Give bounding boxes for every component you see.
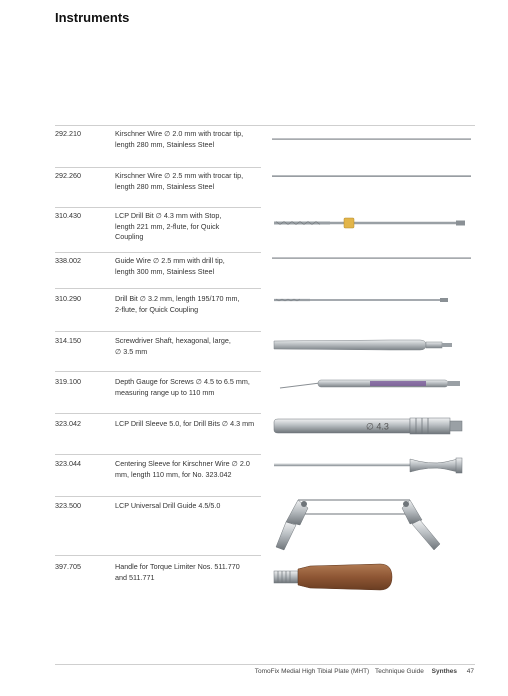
item-description: Drill Bit ∅ 3.2 mm, length 195/170 mm, 2-flute, for Quick Coupling — [115, 294, 240, 314]
item-number: 310.430 — [55, 211, 81, 220]
page-title: Instruments — [55, 10, 130, 25]
row-divider — [55, 555, 261, 556]
item-number: 323.042 — [55, 419, 81, 428]
drill-sleeve-icon — [270, 413, 475, 439]
drill-bit-stop-icon — [270, 214, 475, 232]
item-description: Kirschner Wire ∅ 2.5 mm with trocar tip, length 280 mm, Stainless Steel — [115, 171, 244, 191]
centering-sleeve-icon — [270, 455, 475, 477]
item-number: 397.705 — [55, 562, 81, 571]
item-description: LCP Universal Drill Guide 4.5/5.0 — [115, 501, 221, 510]
drill-bit-icon — [270, 294, 455, 306]
torque-handle-icon — [270, 561, 475, 593]
page-footer — [255, 668, 474, 675]
page-number: 47 — [466, 668, 474, 675]
screwdriver-shaft-icon — [270, 335, 475, 355]
footer-divider — [55, 664, 475, 665]
kirschner-wire-icon — [270, 134, 475, 144]
top-divider — [55, 125, 475, 126]
footer-brand: Synthes — [431, 668, 457, 675]
footer-doc-title: TomoFix Medial High Tibial Plate (MHT) — [254, 668, 370, 675]
row-divider — [55, 167, 261, 168]
item-number: 314.150 — [55, 336, 81, 345]
item-description: Screwdriver Shaft, hexagonal, large, ∅ 3.5 mm — [115, 336, 231, 356]
row-divider — [55, 252, 261, 253]
item-description: Kirschner Wire ∅ 2.0 mm with trocar tip, length 280 mm, Stainless Steel — [115, 129, 244, 149]
row-divider — [55, 371, 261, 372]
item-number: 310.290 — [55, 294, 81, 303]
row-divider — [55, 496, 261, 497]
row-divider — [55, 331, 261, 332]
item-description: Handle for Torque Limiter Nos. 511.770 and 511.771 — [115, 562, 240, 582]
item-description: Guide Wire ∅ 2.5 mm with drill tip, length 300 mm, Stainless Steel — [115, 256, 225, 276]
row-divider — [55, 207, 261, 208]
item-number: 292.260 — [55, 171, 81, 180]
item-description: LCP Drill Bit ∅ 4.3 mm with Stop, length 221 mm, 2-flute, for Quick Coupling — [115, 211, 222, 241]
footer-doc-type: Technique Guide — [375, 668, 424, 675]
kirschner-wire-icon — [270, 171, 475, 181]
item-number: 292.210 — [55, 129, 81, 138]
universal-drill-guide-icon — [270, 492, 475, 554]
row-divider — [55, 413, 261, 414]
depth-gauge-icon — [270, 372, 475, 394]
guide-wire-icon — [270, 253, 475, 263]
item-number: 323.044 — [55, 459, 81, 468]
item-description: Centering Sleeve for Kirschner Wire ∅ 2.0 mm, length 110 mm, for No. 323.042 — [115, 459, 250, 479]
row-divider — [55, 454, 261, 455]
row-divider — [55, 288, 261, 289]
item-description: LCP Drill Sleeve 5.0, for Drill Bits ∅ 4.3 mm — [115, 419, 255, 428]
size-engraving: ∅ 4.3 — [366, 421, 389, 432]
item-number: 319.100 — [55, 377, 81, 386]
item-description: Depth Gauge for Screws ∅ 4.5 to 6.5 mm, measuring range up to 110 mm — [115, 377, 250, 397]
item-number: 338.002 — [55, 256, 81, 265]
item-number: 323.500 — [55, 501, 81, 510]
